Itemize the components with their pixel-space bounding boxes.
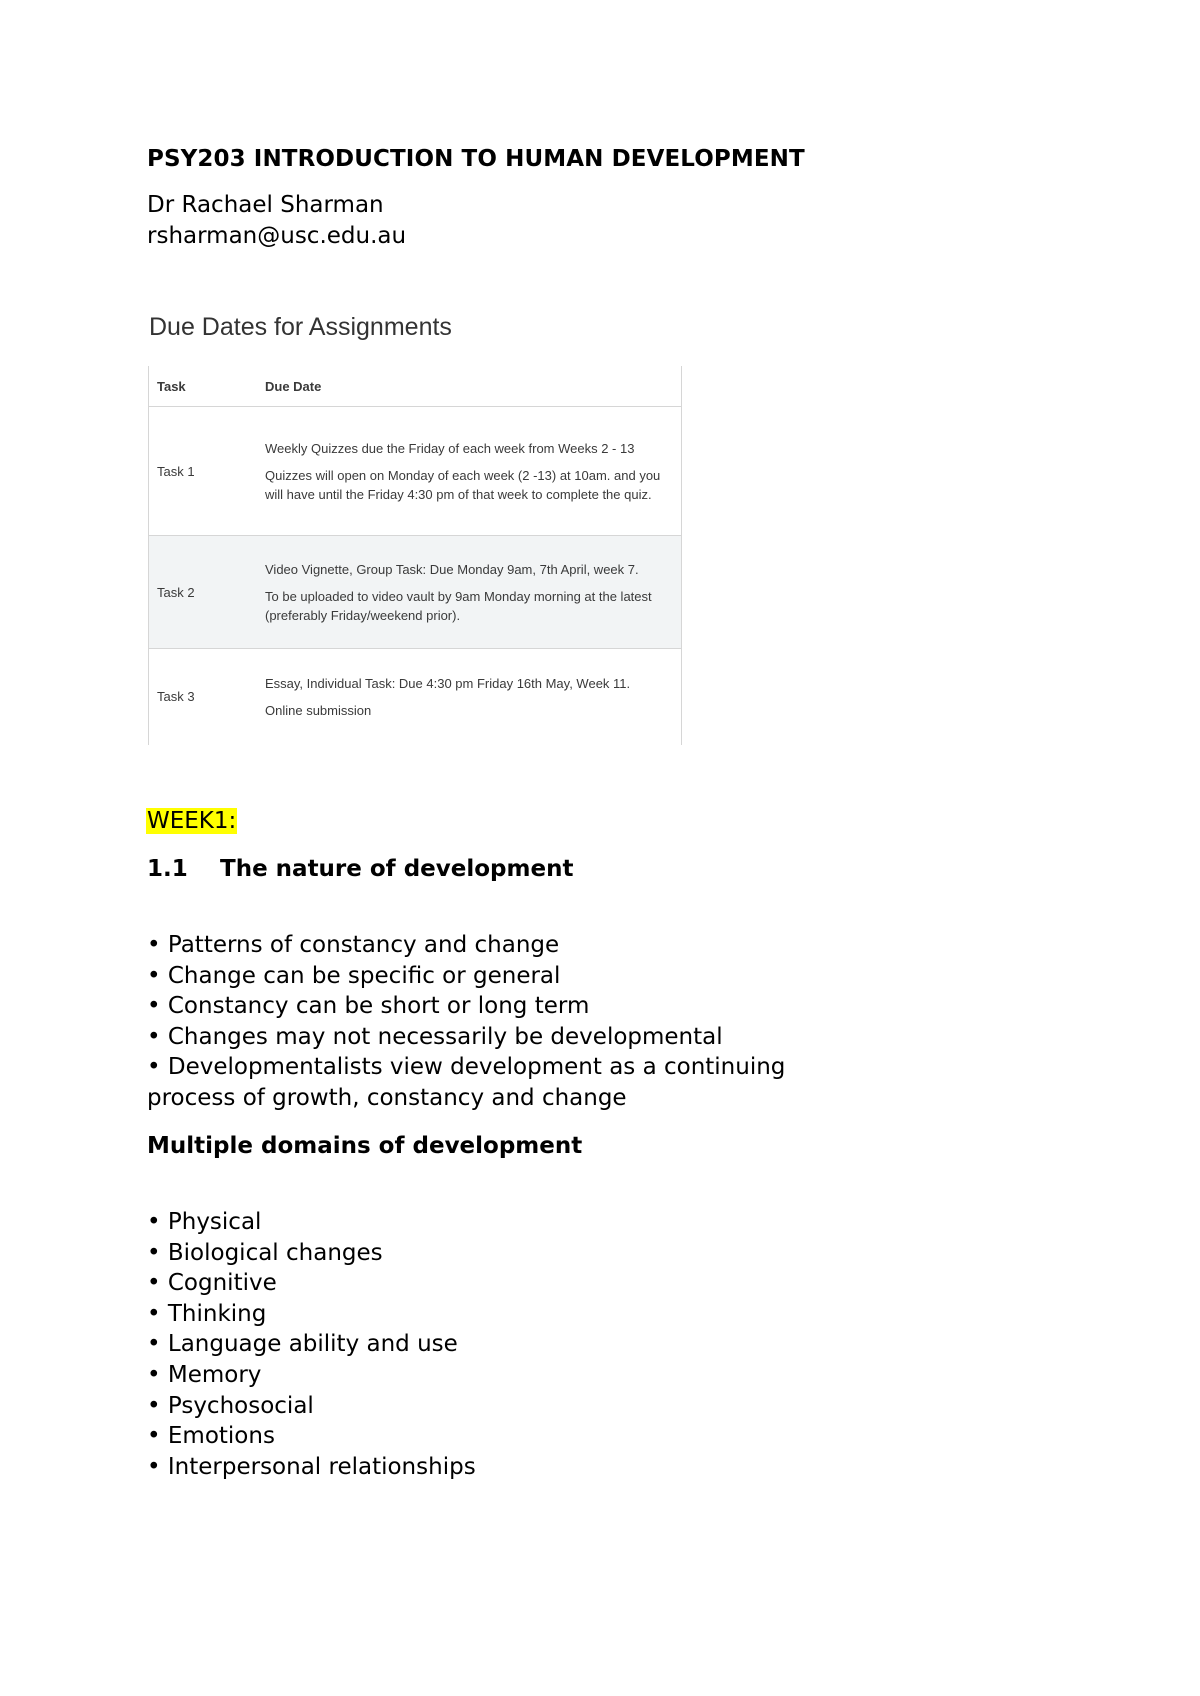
task-cell: Task 2 bbox=[149, 536, 258, 649]
list-item: • Cognitive bbox=[147, 1270, 277, 1297]
due-date-line: Quizzes will open on Monday of each week (2 -13) at 10am. and you will have until the Friday 4:30 pm of that week to complete the quiz. bbox=[265, 467, 661, 502]
table-row bbox=[149, 536, 682, 649]
development-bullet-list bbox=[147, 930, 847, 1114]
due-date-line: Online submission bbox=[265, 702, 372, 718]
due-date-cell bbox=[257, 536, 682, 649]
list-item: • Constancy can be short or long term bbox=[147, 993, 590, 1020]
section-heading bbox=[147, 856, 573, 882]
course-title: PSY203 INTRODUCTION TO HUMAN DEVELOPMENT bbox=[147, 146, 805, 172]
list-item: • Biological changes bbox=[147, 1239, 383, 1266]
task-cell: Task 3 bbox=[157, 689, 195, 705]
week-label: WEEK1: bbox=[147, 808, 237, 834]
due-date-line: Essay, Individual Task: Due 4:30 pm Friday 16th May, Week 11. bbox=[265, 675, 631, 691]
author-email: rsharman@usc.edu.au bbox=[147, 223, 407, 249]
list-item: • Thinking bbox=[147, 1300, 267, 1327]
list-item: • Psychosocial bbox=[147, 1392, 314, 1419]
due-date-line: Weekly Quizzes due the Friday of each week from Weeks 2 - 13 bbox=[265, 440, 635, 456]
section-title: The nature of development bbox=[220, 856, 574, 882]
column-header-due-date: Due Date bbox=[257, 366, 682, 407]
domains-heading: Multiple domains of development bbox=[147, 1133, 583, 1159]
author-name: Dr Rachael Sharman bbox=[147, 192, 384, 218]
due-date-cell bbox=[257, 407, 682, 536]
table-header-row bbox=[149, 366, 682, 407]
list-item: • Memory bbox=[147, 1361, 262, 1388]
due-dates-heading: Due Dates for Assignments bbox=[149, 313, 452, 341]
list-item: • Emotions bbox=[147, 1423, 275, 1450]
list-item: • Language ability and use bbox=[147, 1331, 458, 1358]
list-item: • Change can be specific or general bbox=[147, 962, 561, 989]
column-header-task: Task bbox=[149, 366, 258, 407]
list-item: • Patterns of constancy and change bbox=[147, 932, 560, 958]
list-item: • Interpersonal relationships bbox=[147, 1453, 476, 1480]
task-cell: Task 1 bbox=[149, 407, 258, 536]
due-date-line: To be uploaded to video vault by 9am Monday morning at the latest (preferably Friday/weekend prior). bbox=[265, 588, 652, 623]
table-row bbox=[149, 407, 682, 536]
due-date-line: Video Vignette, Group Task: Due Monday 9am, 7th April, week 7. bbox=[265, 561, 639, 577]
due-dates-table bbox=[148, 366, 682, 745]
list-item: • Physical bbox=[147, 1209, 262, 1235]
section-number: 1.1 bbox=[147, 856, 188, 882]
list-item: • Developmentalists view development as a continuing process of growth, constancy and change bbox=[147, 1054, 786, 1111]
table-row bbox=[149, 649, 682, 745]
list-item: • Changes may not necessarily be developmental bbox=[147, 1023, 723, 1050]
due-date-cell bbox=[257, 649, 682, 745]
domains-bullet-list bbox=[147, 1207, 847, 1482]
